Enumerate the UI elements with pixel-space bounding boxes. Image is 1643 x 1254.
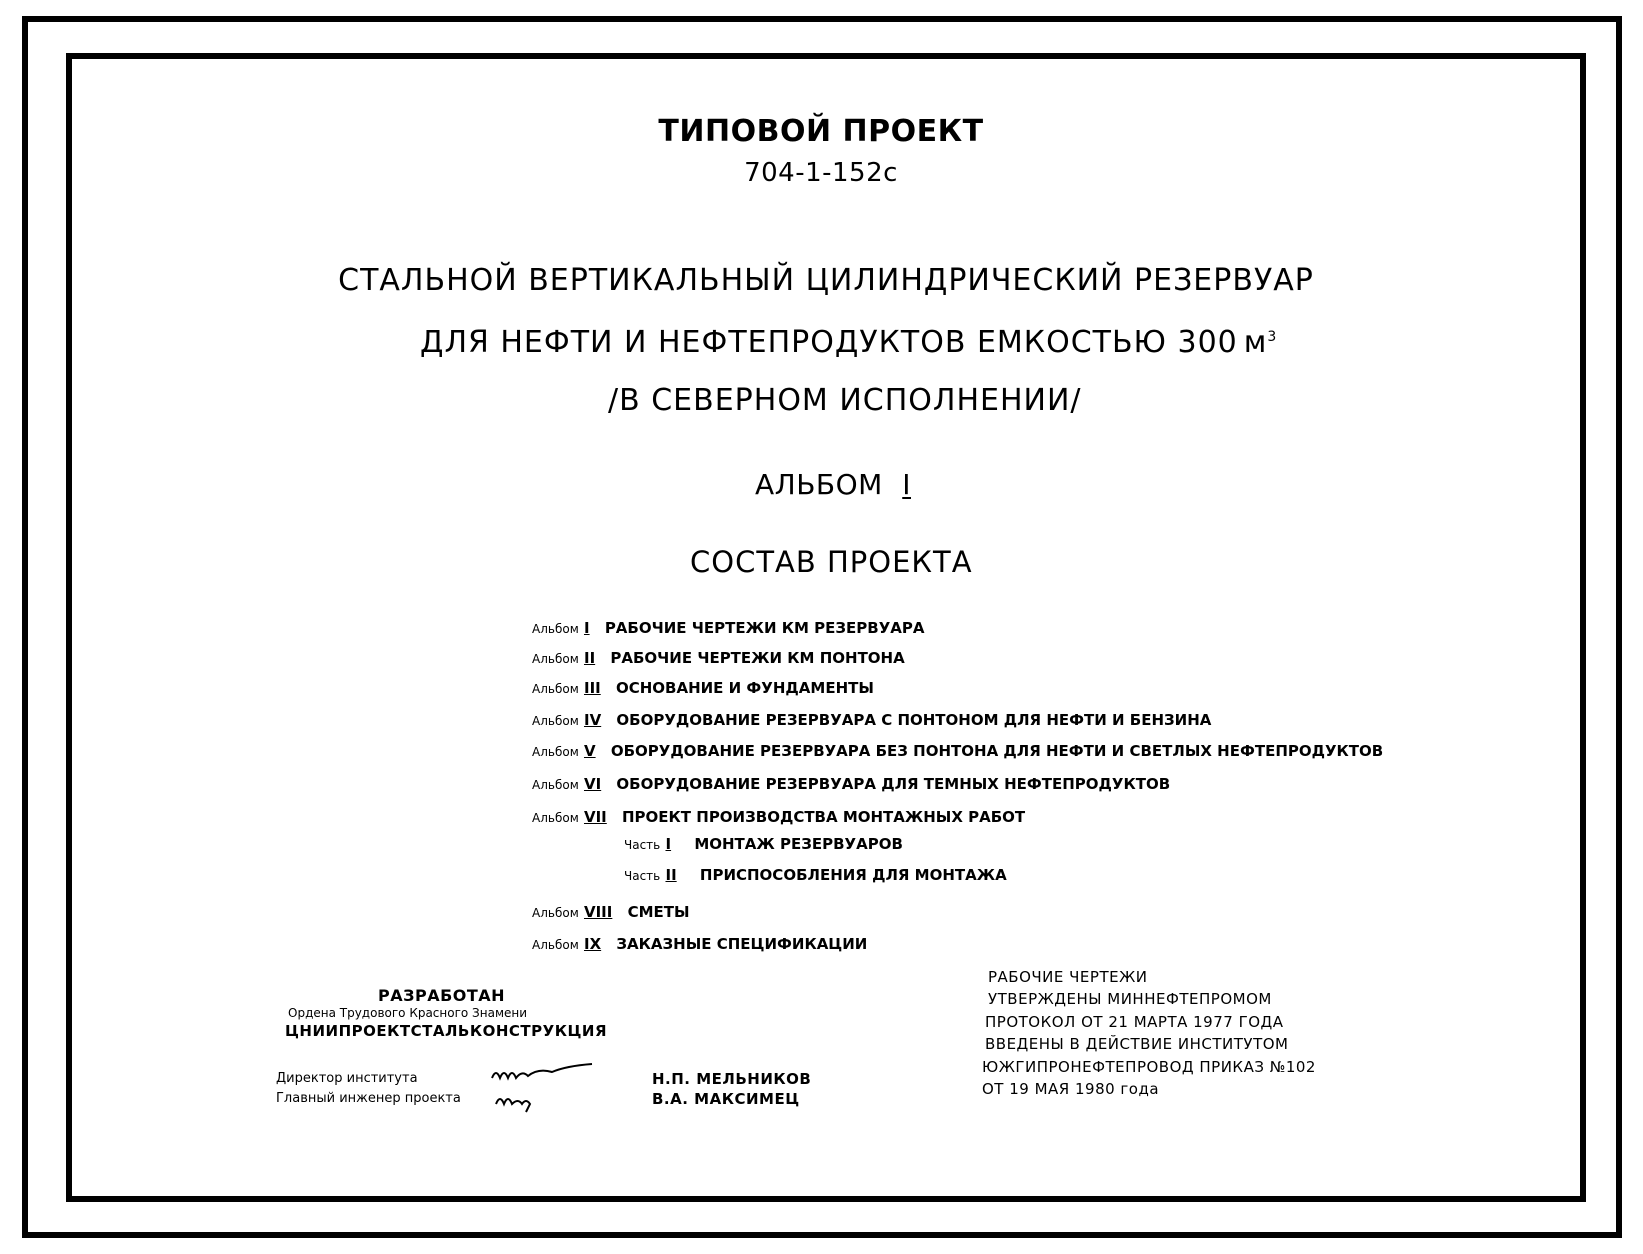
developer-org: ЦНИИПРОЕКТСТАЛЬКОНСТРУКЦИЯ bbox=[285, 1022, 608, 1040]
album-item-number: IX bbox=[583, 935, 602, 953]
album-item-label: Альбом bbox=[532, 652, 579, 666]
album-item-label: Альбом bbox=[532, 906, 579, 920]
approval-line-1: РАБОЧИЕ ЧЕРТЕЖИ bbox=[988, 968, 1148, 986]
album-item bbox=[532, 742, 1383, 760]
album-item-text: ОСНОВАНИЕ И ФУНДАМЕНТЫ bbox=[615, 679, 874, 697]
part-item-number: II bbox=[665, 866, 677, 884]
album-item-text: ЗАКАЗНЫЕ СПЕЦИФИКАЦИИ bbox=[616, 935, 868, 953]
album-item-label: Альбом bbox=[532, 682, 579, 696]
album-item bbox=[532, 808, 1025, 826]
album-item-label: Альбом bbox=[532, 938, 579, 952]
album-number: I bbox=[902, 468, 911, 501]
album-item-label: Альбом bbox=[532, 778, 579, 792]
album-item-text: ОБОРУДОВАНИЕ РЕЗЕРВУАРА БЕЗ ПОНТОНА ДЛЯ НЕФТИ И СВЕТЛЫХ НЕФТЕПРОДУКТОВ bbox=[610, 742, 1384, 760]
approval-line-3: ПРОТОКОЛ ОТ 21 МАРТА 1977 ГОДА bbox=[985, 1013, 1284, 1031]
album-item bbox=[532, 679, 874, 697]
approval-line-5: ЮЖГИПРОНЕФТЕПРОВОД ПРИКАЗ №102 bbox=[982, 1058, 1316, 1076]
title-line-1: СТАЛЬНОЙ ВЕРТИКАЛЬНЫЙ ЦИЛИНДРИЧЕСКИЙ РЕЗЕРВУАР bbox=[338, 263, 1314, 298]
album-item bbox=[532, 775, 1170, 793]
album-item-number: VIII bbox=[583, 903, 613, 921]
part-item bbox=[624, 866, 1007, 884]
part-item-number: I bbox=[665, 835, 672, 853]
album-item bbox=[532, 711, 1211, 729]
chief-engineer-name: В.А. МАКСИМЕЦ bbox=[652, 1090, 800, 1108]
album-item-number: II bbox=[583, 649, 596, 667]
album-item-label: Альбом bbox=[532, 745, 579, 759]
part-item-label: Часть bbox=[624, 838, 661, 852]
approval-line-6: ОТ 19 МАЯ 1980 года bbox=[982, 1080, 1160, 1098]
approval-line-4: ВВЕДЕНЫ В ДЕЙСТВИЕ ИНСТИТУТОМ bbox=[985, 1035, 1289, 1053]
album-item-number: VII bbox=[583, 808, 607, 826]
approval-line-2: УТВЕРЖДЕНЫ МИННЕФТЕПРОМОМ bbox=[988, 990, 1272, 1008]
album-item-text: РАБОЧИЕ ЧЕРТЕЖИ КМ РЕЗЕРВУАРА bbox=[604, 619, 925, 637]
album-label: АЛЬБОМ bbox=[755, 468, 883, 501]
album-item-label: Альбом bbox=[532, 811, 579, 825]
developer-heading: РАЗРАБОТАН bbox=[378, 986, 506, 1005]
album-item-number: V bbox=[583, 742, 596, 760]
title-line-2-text: ДЛЯ НЕФТИ И НЕФТЕПРОДУКТОВ ЕМКОСТЬЮ 300 bbox=[420, 325, 1238, 360]
part-item-text: ПРИСПОСОБЛЕНИЯ ДЛЯ МОНТАЖА bbox=[699, 866, 1007, 884]
album-item-text: РАБОЧИЕ ЧЕРТЕЖИ КМ ПОНТОНА bbox=[610, 649, 905, 667]
title-line-3: /В СЕВЕРНОМ ИСПОЛНЕНИИ/ bbox=[608, 383, 1082, 418]
album-item-number: IV bbox=[583, 711, 602, 729]
title-line-2 bbox=[420, 325, 1277, 360]
album-item-text: ПРОЕКТ ПРОИЗВОДСТВА МОНТАЖНЫХ РАБОТ bbox=[622, 808, 1026, 826]
signatures-image bbox=[488, 1056, 608, 1116]
project-number: 704-1-152с bbox=[744, 158, 898, 188]
album-item bbox=[532, 903, 690, 921]
album-item bbox=[532, 619, 924, 637]
album-item-label: Альбом bbox=[532, 622, 579, 636]
capacity-unit-power: 3 bbox=[1267, 329, 1278, 345]
album-title bbox=[755, 468, 911, 501]
album-item bbox=[532, 935, 867, 953]
director-role: Директор института bbox=[276, 1071, 418, 1086]
album-item bbox=[532, 649, 905, 667]
album-item-text: ОБОРУДОВАНИЕ РЕЗЕРВУАРА ДЛЯ ТЕМНЫХ НЕФТЕПРОДУКТОВ bbox=[616, 775, 1171, 793]
project-type-label: ТИПОВОЙ ПРОЕКТ bbox=[658, 114, 984, 149]
part-item-text: МОНТАЖ РЕЗЕРВУАРОВ bbox=[694, 835, 903, 853]
album-item-label: Альбом bbox=[532, 714, 579, 728]
chief-engineer-role: Главный инженер проекта bbox=[276, 1091, 461, 1106]
album-item-text: СМЕТЫ bbox=[627, 903, 690, 921]
album-item-number: III bbox=[583, 679, 601, 697]
album-item-number: I bbox=[583, 619, 590, 637]
developer-order: Ордена Трудового Красного Знамени bbox=[288, 1006, 528, 1020]
part-item-label: Часть bbox=[624, 869, 661, 883]
director-name: Н.П. МЕЛЬНИКОВ bbox=[652, 1070, 812, 1088]
composition-heading: СОСТАВ ПРОЕКТА bbox=[690, 545, 973, 579]
capacity-unit: м bbox=[1243, 325, 1268, 360]
album-item-number: VI bbox=[583, 775, 602, 793]
album-item-text: ОБОРУДОВАНИЕ РЕЗЕРВУАРА С ПОНТОНОМ ДЛЯ НЕФТИ И БЕНЗИНА bbox=[616, 711, 1212, 729]
part-item bbox=[624, 835, 903, 853]
